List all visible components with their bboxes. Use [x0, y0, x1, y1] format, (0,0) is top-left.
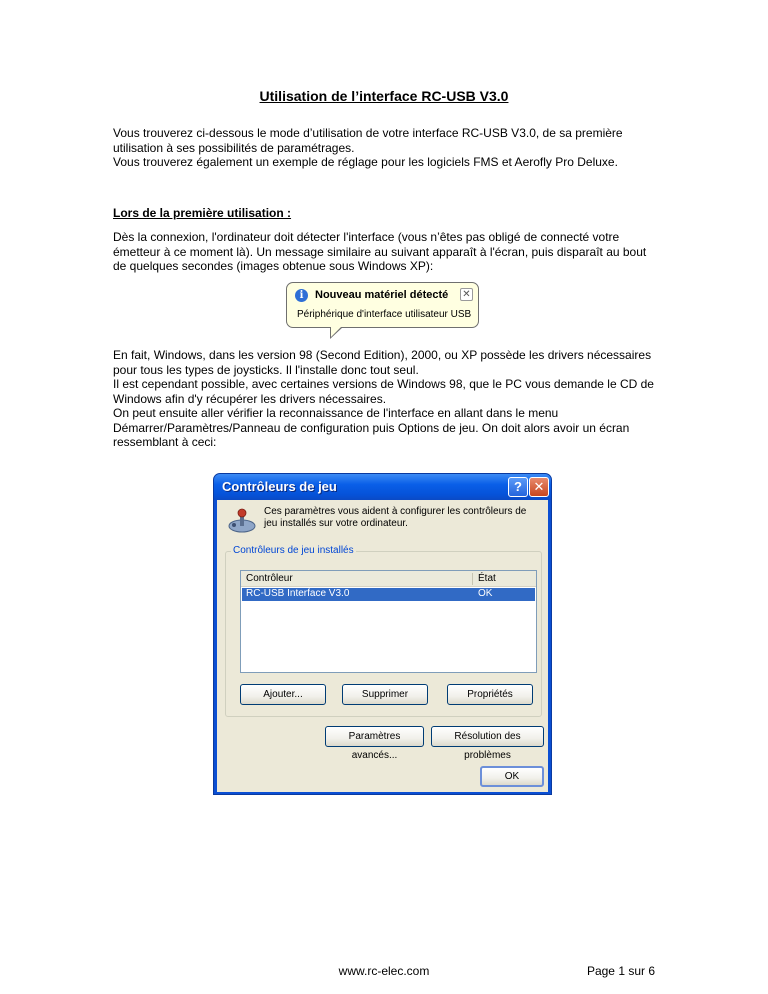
dialog-body	[217, 500, 548, 792]
paragraph-line: pour tous les types de joysticks. Il l'installe donc tout seul.	[113, 362, 419, 377]
balloon-tail-fill	[331, 326, 342, 337]
dialog-title: Contrôleurs de jeu	[222, 479, 337, 494]
footer-page-number: Page 1 sur 6	[586, 964, 655, 978]
close-button[interactable]: ✕	[529, 477, 549, 497]
detection-paragraph	[113, 230, 656, 274]
balloon-message: Périphérique d'interface utilisateur USB	[297, 309, 472, 320]
dialog-intro-text: Ces paramètres vous aident à configurer les contrôleurs de jeu installés sur votre ordinateur.	[264, 506, 527, 529]
column-header-status[interactable]: État	[478, 573, 496, 584]
joystick-icon	[227, 508, 257, 534]
controller-name: RC-USB Interface V3.0	[246, 588, 350, 599]
column-header-controller[interactable]: Contrôleur	[246, 573, 293, 584]
footer-website: www.rc-elec.com	[338, 964, 430, 978]
close-icon[interactable]: ✕	[460, 288, 473, 301]
paragraph-line: Windows afin d'y récupérer les drivers nécessaires.	[113, 391, 387, 406]
group-label: Contrôleurs de jeu installés	[233, 545, 354, 556]
paragraph-line: En fait, Windows, dans les version 98 (Second Edition), 2000, ou XP possède les drivers nécessaires	[113, 348, 652, 362]
paragraph-line: ressemblant à ceci:	[113, 435, 217, 449]
troubleshoot-button[interactable]: Résolution des problèmes	[431, 726, 544, 747]
paragraph-line: Démarrer/Paramètres/Panneau de configuration puis Options de jeu. On doit alors avoir un écran	[113, 420, 630, 435]
info-icon: i	[295, 289, 308, 302]
balloon-title: Nouveau matériel détecté	[315, 289, 449, 301]
paragraph-line: On peut ensuite aller vérifier la reconnaissance de l'interface en allant dans le menu	[113, 406, 559, 420]
help-button[interactable]: ?	[508, 477, 528, 497]
intro-line: Vous trouverez ci-dessous le mode d’utilisation de votre interface RC-USB V3.0, de sa première	[113, 126, 623, 140]
paragraph-line: de quelques secondes (images obtenue sous Windows XP):	[113, 259, 434, 273]
drivers-paragraph	[113, 348, 656, 450]
ok-button[interactable]: OK	[480, 766, 544, 787]
page-title: Utilisation de l’interface RC-USB V3.0	[259, 88, 509, 104]
column-separator[interactable]	[472, 573, 473, 585]
new-hardware-balloon	[286, 282, 479, 328]
intro-line: utilisation à ses possibilités de paramétrages.	[113, 140, 355, 155]
paragraph-line: Dès la connexion, l'ordinateur doit détecter l'interface (vous n’êtes pas obligé de connecté votre	[113, 230, 620, 244]
section-title: Lors de la première utilisation :	[113, 206, 292, 220]
controllers-list[interactable]	[240, 570, 537, 673]
game-controllers-dialog	[213, 473, 552, 795]
intro-paragraph	[113, 126, 656, 170]
remove-button[interactable]: Supprimer	[342, 684, 428, 705]
installed-controllers-group	[225, 545, 542, 717]
dialog-titlebar[interactable]	[214, 474, 551, 500]
advanced-settings-button[interactable]: Paramètres avancés...	[325, 726, 424, 747]
paragraph-line: émetteur à ce moment là). Un message similaire au suivant apparaît à l'écran, puis disparaît au bout	[113, 244, 647, 259]
properties-button[interactable]: Propriétés	[447, 684, 533, 705]
controller-status: OK	[478, 588, 493, 599]
list-item[interactable]	[242, 588, 535, 601]
list-header	[241, 571, 536, 587]
intro-line: Vous trouverez également un exemple de réglage pour les logiciels FMS et Aerofly Pro Deluxe.	[113, 155, 618, 169]
paragraph-line: Il est cependant possible, avec certaines versions de Windows 98, que le PC vous demande le CD de	[113, 377, 654, 391]
add-button[interactable]: Ajouter...	[240, 684, 326, 705]
